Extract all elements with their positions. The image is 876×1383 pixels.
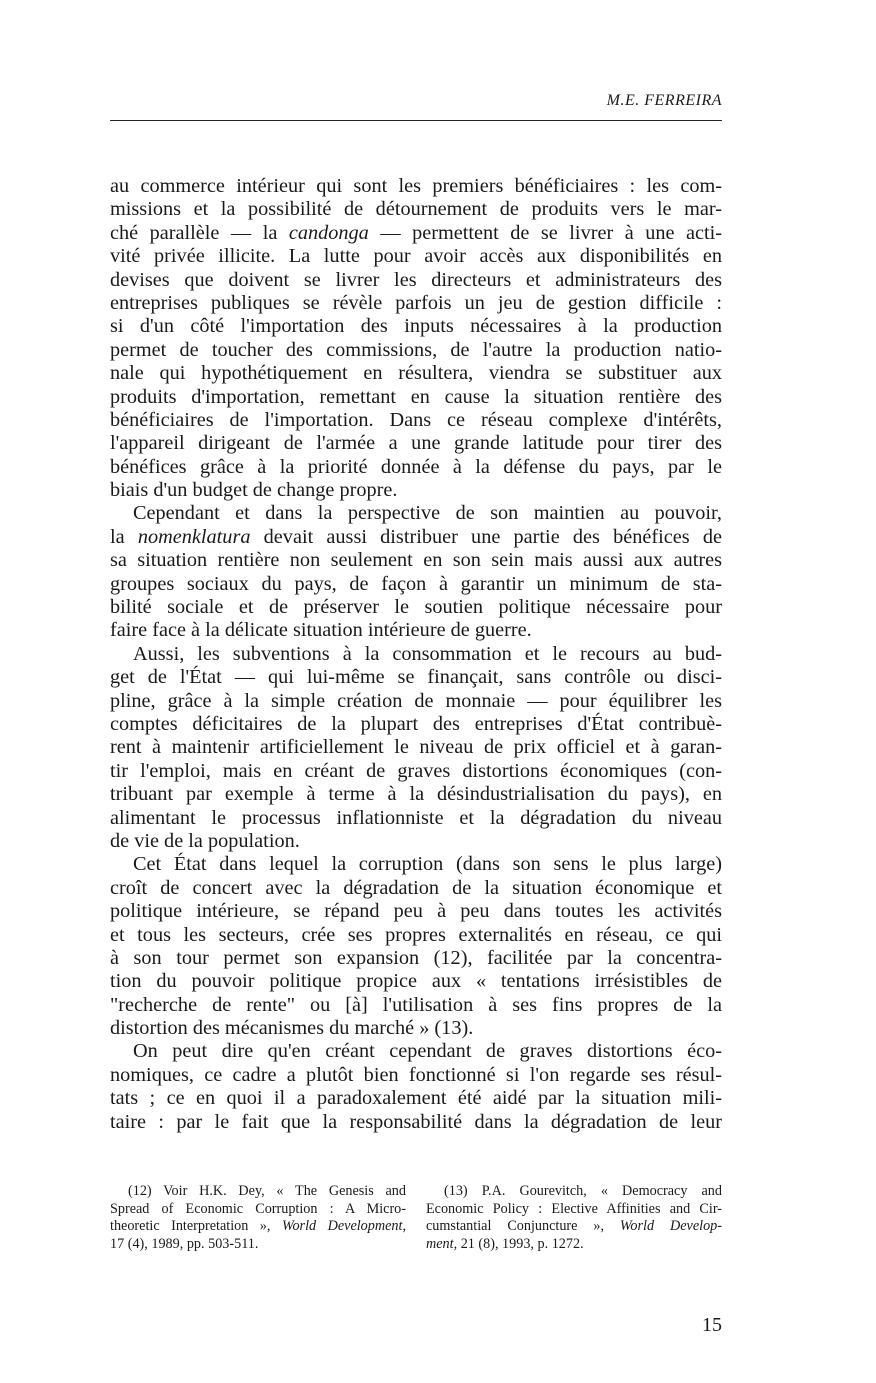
text-line: (13) P.A. Gourevitch, « Democracy and xyxy=(444,1183,722,1199)
text-line xyxy=(426,1236,722,1254)
text-line: tion du pouvoir politique propice aux « tentations irrésistibles de xyxy=(110,970,722,993)
text-line: nale qui hypothétiquement en résultera, viendra se substituer aux xyxy=(110,362,722,385)
text-line: distortion des mécanismes du marché » (13). xyxy=(110,1017,474,1040)
italic-text: ment xyxy=(426,1235,454,1252)
text-line: tats ; ce en quoi il a paradoxalement été aidé par la situation mili- xyxy=(110,1087,722,1110)
text-line: produits d'importation, remettant en cause la situation rentière des xyxy=(110,385,722,408)
text-line: get de l'État — qui lui-même se finançait, sans contrôle ou disci- xyxy=(110,666,722,689)
text-line: permet de toucher des commissions, de l'autre la production natio- xyxy=(110,338,722,361)
text-line: biais d'un budget de change propre. xyxy=(110,479,398,502)
text-segment: ché parallèle — la xyxy=(110,221,289,244)
footnote-13 xyxy=(426,1183,722,1253)
text-line: Aussi, les subventions à la consommation et le recours au bud- xyxy=(133,642,722,665)
text-line xyxy=(110,526,722,549)
text-line: à son tour permet son expansion (12), facilitée par la concentra- xyxy=(110,946,722,969)
text-line xyxy=(110,1218,406,1236)
text-line: entreprises publiques se révèle parfois un jeu de gestion difficile : xyxy=(110,291,722,314)
text-line: croît de concert avec la dégradation de la situation économique et xyxy=(110,876,722,899)
body-text xyxy=(110,175,722,1134)
text-line: devises que doivent se livrer les directeurs et administrateurs des xyxy=(110,268,722,291)
text-line: "recherche de rente" ou [à] l'utilisation à ses fins propres de la xyxy=(110,993,722,1016)
text-segment: , 21 (8), 1993, p. 1272. xyxy=(453,1235,584,1252)
text-line: bénéfices grâce à la priorité donnée à la défense du pays, par le xyxy=(110,455,722,478)
text-line: et tous les secteurs, crée ses propres externalités en réseau, ce qui xyxy=(110,923,722,946)
text-line: On peut dire qu'en créant cependant de graves distortions éco- xyxy=(133,1040,722,1063)
text-line: groupes sociaux du pays, de façon à garantir un minimum de sta- xyxy=(110,572,722,595)
text-segment: cumstantial Conjuncture », xyxy=(426,1218,620,1235)
text-line: alimentant le processus inflationniste et la dégradation du niveau xyxy=(110,806,722,829)
paragraph xyxy=(110,175,722,502)
text-line: (12) Voir H.K. Dey, « The Genesis and xyxy=(128,1183,406,1199)
text-segment: la xyxy=(110,525,138,548)
text-line: comptes déficitaires de la plupart des entreprises d'État contribuè- xyxy=(110,712,722,735)
text-line: vité privée illicite. La lutte pour avoir accès aux disponibilités en xyxy=(110,245,722,268)
text-line: Spread of Economic Corruption : A Micro- xyxy=(110,1200,406,1217)
text-line: Economic Policy : Elective Affinities and Cir- xyxy=(426,1200,722,1217)
text-line: si d'un côté l'importation des inputs nécessaires à la production xyxy=(110,315,722,338)
italic-text: nomenklatura xyxy=(137,525,251,548)
text-line: bénéficiaires de l'importation. Dans ce réseau complexe d'intérêts, xyxy=(110,408,722,431)
text-line xyxy=(110,222,722,245)
paragraph xyxy=(110,502,722,642)
italic-text: candonga xyxy=(288,221,369,244)
text-segment: devait aussi distribuer une partie des bénéfices de xyxy=(250,525,722,548)
italic-text: World Develop- xyxy=(619,1218,722,1235)
text-segment: — permettent de se livrer à une acti- xyxy=(368,221,722,244)
footnotes xyxy=(110,1183,722,1253)
text-line: tir l'emploi, mais en créant de graves distortions économiques (con- xyxy=(110,759,722,782)
text-line: pline, grâce à la simple création de monnaie — pour équilibrer les xyxy=(110,689,722,712)
header-rule xyxy=(110,120,722,121)
text-line: Cet État dans lequel la corruption (dans son sens le plus large) xyxy=(133,853,722,876)
text-line: 17 (4), 1989, pp. 503-511. xyxy=(110,1235,259,1252)
text-line: sa situation rentière non seulement en son sein mais aussi aux autres xyxy=(110,549,722,572)
text-line: au commerce intérieur qui sont les premiers bénéficiaires : les com- xyxy=(110,175,722,197)
text-line: nomiques, ce cadre a plutôt bien fonctionné si l'on regarde ses résul- xyxy=(110,1063,722,1086)
text-line: de vie de la population. xyxy=(110,829,300,852)
text-line: missions et la possibilité de détournement de produits vers le mar- xyxy=(110,198,722,221)
running-header: M.E. FERREIRA xyxy=(606,92,722,109)
text-line: faire face à la délicate situation intérieure de guerre. xyxy=(110,619,532,642)
text-line: tribuant par exemple à terme à la désindustrialisation du pays), en xyxy=(110,783,722,806)
text-line: bilité sociale et de préserver le soutien politique nécessaire pour xyxy=(110,596,722,619)
text-line: l'appareil dirigeant de l'armée a une grande latitude pour tirer des xyxy=(110,432,722,455)
text-segment: theoretic Interpretation », xyxy=(110,1218,282,1235)
text-line: politique intérieure, se répand peu à peu dans toutes les activités xyxy=(110,900,722,923)
italic-text: World Development xyxy=(281,1218,403,1235)
page-number: 15 xyxy=(702,1314,722,1336)
footnote-12 xyxy=(110,1183,406,1253)
paragraph xyxy=(110,643,722,854)
text-line: rent à maintenir artificiellement le niveau de prix officiel et à garan- xyxy=(110,736,722,759)
paragraph xyxy=(110,853,722,1040)
text-line: Cependant et dans la perspective de son maintien au pouvoir, xyxy=(133,502,722,525)
text-line: taire : par le fait que la responsabilité dans la dégradation de leur xyxy=(110,1110,722,1133)
text-line xyxy=(426,1218,722,1236)
text-segment: , xyxy=(402,1218,406,1235)
paragraph xyxy=(110,1040,722,1134)
